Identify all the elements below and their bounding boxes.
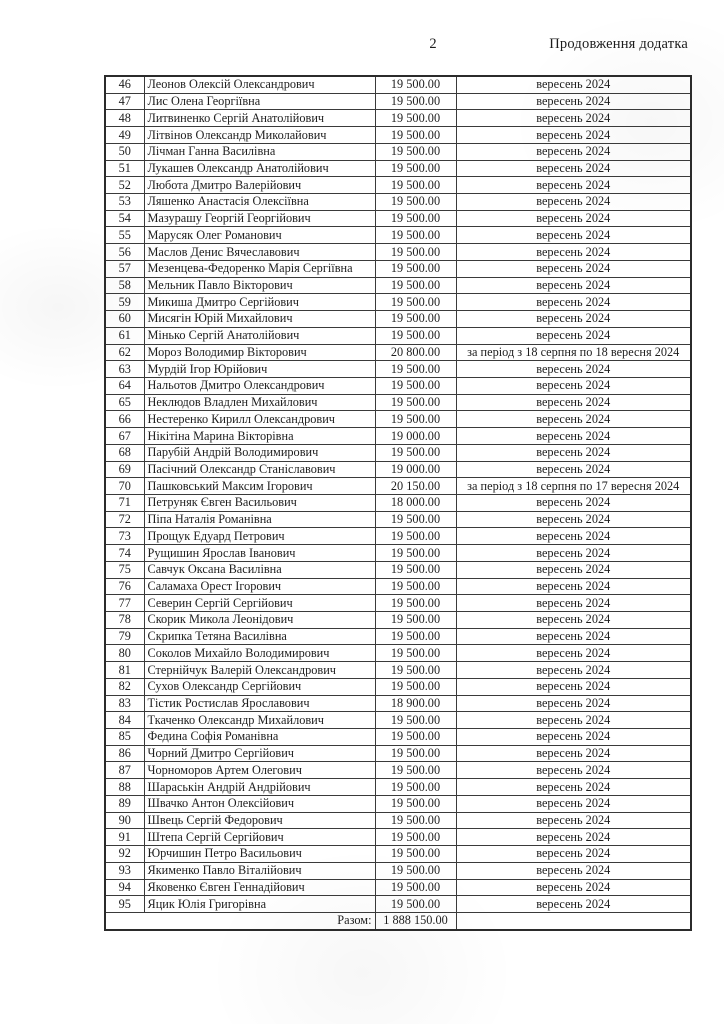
table-row <box>105 829 691 846</box>
person-name: Сухов Олександр Сергійович <box>144 678 375 695</box>
payment-period: вересень 2024 <box>456 327 691 344</box>
payment-amount: 20 800.00 <box>375 344 456 361</box>
table-row <box>105 194 691 211</box>
payment-period: вересень 2024 <box>456 110 691 127</box>
row-number: 60 <box>105 311 144 328</box>
payment-period: вересень 2024 <box>456 561 691 578</box>
payment-period: за період з 18 серпня по 18 вересня 2024 <box>456 344 691 361</box>
row-number: 84 <box>105 712 144 729</box>
row-number: 47 <box>105 93 144 110</box>
row-number: 54 <box>105 210 144 227</box>
row-number: 74 <box>105 545 144 562</box>
row-number: 49 <box>105 127 144 144</box>
table-row <box>105 595 691 612</box>
table-row <box>105 294 691 311</box>
payment-amount: 19 500.00 <box>375 862 456 879</box>
person-name: Ткаченко Олександр Михайлович <box>144 712 375 729</box>
table-row <box>105 444 691 461</box>
payment-period: вересень 2024 <box>456 628 691 645</box>
person-name: Чорний Дмитро Сергійович <box>144 745 375 762</box>
table-row <box>105 177 691 194</box>
person-name: Скорик Микола Леонідович <box>144 612 375 629</box>
payment-period: вересень 2024 <box>456 160 691 177</box>
row-number: 61 <box>105 327 144 344</box>
person-name: Тістик Ростислав Ярославович <box>144 695 375 712</box>
payment-amount: 19 500.00 <box>375 110 456 127</box>
person-name: Парубій Андрій Володимирович <box>144 444 375 461</box>
table-row <box>105 494 691 511</box>
payment-amount: 19 500.00 <box>375 812 456 829</box>
table-row <box>105 578 691 595</box>
payment-period: вересень 2024 <box>456 745 691 762</box>
page-number: 2 <box>429 36 437 52</box>
row-number: 53 <box>105 194 144 211</box>
payment-period: вересень 2024 <box>456 294 691 311</box>
person-name: Петруняк Євген Васильович <box>144 494 375 511</box>
row-number: 59 <box>105 294 144 311</box>
payment-amount: 19 500.00 <box>375 411 456 428</box>
payment-amount: 19 500.00 <box>375 444 456 461</box>
row-number: 70 <box>105 478 144 495</box>
payment-period: вересень 2024 <box>456 227 691 244</box>
payment-period: вересень 2024 <box>456 645 691 662</box>
payment-period: за період з 18 серпня по 17 вересня 2024 <box>456 478 691 495</box>
payment-amount: 19 500.00 <box>375 93 456 110</box>
row-number: 48 <box>105 110 144 127</box>
payment-period: вересень 2024 <box>456 428 691 445</box>
table-row <box>105 862 691 879</box>
payment-amount: 20 150.00 <box>375 478 456 495</box>
payment-period: вересень 2024 <box>456 578 691 595</box>
person-name: Мазурашу Георгій Георгійович <box>144 210 375 227</box>
table-row <box>105 428 691 445</box>
payment-period: вересень 2024 <box>456 311 691 328</box>
payment-period: вересень 2024 <box>456 210 691 227</box>
table-row <box>105 394 691 411</box>
row-number: 93 <box>105 862 144 879</box>
table-row <box>105 311 691 328</box>
payment-amount: 19 500.00 <box>375 377 456 394</box>
person-name: Шараськін Андрій Андрійович <box>144 779 375 796</box>
payment-period: вересень 2024 <box>456 461 691 478</box>
table-row <box>105 76 691 93</box>
payment-period: вересень 2024 <box>456 361 691 378</box>
row-number: 78 <box>105 612 144 629</box>
row-number: 88 <box>105 779 144 796</box>
total-label: Разом: <box>105 912 375 929</box>
table-row <box>105 377 691 394</box>
row-number: 64 <box>105 377 144 394</box>
payment-amount: 19 500.00 <box>375 561 456 578</box>
person-name: Ляшенко Анастасія Олексіївна <box>144 194 375 211</box>
table-row <box>105 712 691 729</box>
table-row <box>105 645 691 662</box>
person-name: Нальотов Дмитро Олександрович <box>144 377 375 394</box>
payment-amount: 19 500.00 <box>375 511 456 528</box>
payment-amount: 19 500.00 <box>375 612 456 629</box>
row-number: 57 <box>105 260 144 277</box>
payment-amount: 18 900.00 <box>375 695 456 712</box>
row-number: 52 <box>105 177 144 194</box>
row-number: 63 <box>105 361 144 378</box>
row-number: 65 <box>105 394 144 411</box>
person-name: Лічман Ганна Василівна <box>144 143 375 160</box>
payments-table <box>104 75 692 931</box>
row-number: 95 <box>105 896 144 913</box>
table-row <box>105 628 691 645</box>
person-name: Лис Олена Георгіївна <box>144 93 375 110</box>
payment-amount: 19 500.00 <box>375 628 456 645</box>
table-row <box>105 662 691 679</box>
row-number: 68 <box>105 444 144 461</box>
payment-amount: 19 500.00 <box>375 712 456 729</box>
table-row <box>105 879 691 896</box>
payment-amount: 19 500.00 <box>375 160 456 177</box>
payment-amount: 19 000.00 <box>375 461 456 478</box>
payment-amount: 19 500.00 <box>375 779 456 796</box>
row-number: 75 <box>105 561 144 578</box>
person-name: Пасічний Олександр Станіславович <box>144 461 375 478</box>
row-number: 87 <box>105 762 144 779</box>
table-row <box>105 896 691 913</box>
person-name: Прощук Едуард Петрович <box>144 528 375 545</box>
table-row <box>105 110 691 127</box>
row-number: 72 <box>105 511 144 528</box>
person-name: Юрчишин Петро Васильович <box>144 846 375 863</box>
row-number: 89 <box>105 795 144 812</box>
payment-amount: 19 500.00 <box>375 528 456 545</box>
table-row <box>105 244 691 261</box>
payment-amount: 19 500.00 <box>375 879 456 896</box>
person-name: Леонов Олексій Олександрович <box>144 76 375 93</box>
payment-amount: 19 500.00 <box>375 277 456 294</box>
total-period-empty <box>456 912 691 929</box>
payment-period: вересень 2024 <box>456 779 691 796</box>
person-name: Саламаха Орест Ігорович <box>144 578 375 595</box>
person-name: Пашковський Максим Ігорович <box>144 478 375 495</box>
payment-amount: 19 500.00 <box>375 177 456 194</box>
payment-period: вересень 2024 <box>456 93 691 110</box>
table-row <box>105 344 691 361</box>
person-name: Швачко Антон Олексійович <box>144 795 375 812</box>
payment-period: вересень 2024 <box>456 762 691 779</box>
table-row <box>105 762 691 779</box>
person-name: Мельник Павло Вікторович <box>144 277 375 294</box>
row-number: 46 <box>105 76 144 93</box>
row-number: 69 <box>105 461 144 478</box>
row-number: 76 <box>105 578 144 595</box>
payment-amount: 19 500.00 <box>375 595 456 612</box>
row-number: 67 <box>105 428 144 445</box>
table-row <box>105 361 691 378</box>
payment-period: вересень 2024 <box>456 612 691 629</box>
payment-period: вересень 2024 <box>456 194 691 211</box>
table-row <box>105 695 691 712</box>
payment-period: вересень 2024 <box>456 377 691 394</box>
person-name: Мороз Володимир Вікторович <box>144 344 375 361</box>
payment-period: вересень 2024 <box>456 729 691 746</box>
table-row <box>105 779 691 796</box>
payment-amount: 19 500.00 <box>375 729 456 746</box>
payment-period: вересень 2024 <box>456 260 691 277</box>
person-name: Неклюдов Владлен Михайлович <box>144 394 375 411</box>
person-name: Лукашев Олександр Анатолійович <box>144 160 375 177</box>
payment-period: вересень 2024 <box>456 411 691 428</box>
payment-period: вересень 2024 <box>456 862 691 879</box>
payment-period: вересень 2024 <box>456 678 691 695</box>
payment-period: вересень 2024 <box>456 394 691 411</box>
payment-period: вересень 2024 <box>456 896 691 913</box>
payment-amount: 19 500.00 <box>375 545 456 562</box>
table-row <box>105 143 691 160</box>
payment-amount: 19 500.00 <box>375 829 456 846</box>
row-number: 66 <box>105 411 144 428</box>
payment-amount: 19 500.00 <box>375 294 456 311</box>
payment-amount: 19 500.00 <box>375 662 456 679</box>
table-row <box>105 561 691 578</box>
payment-amount: 19 500.00 <box>375 194 456 211</box>
payment-amount: 19 500.00 <box>375 327 456 344</box>
page-header <box>104 36 690 56</box>
payment-period: вересень 2024 <box>456 879 691 896</box>
payment-period: вересень 2024 <box>456 812 691 829</box>
table-row <box>105 795 691 812</box>
payment-amount: 18 000.00 <box>375 494 456 511</box>
person-name: Мисягін Юрій Михайлович <box>144 311 375 328</box>
total-amount: 1 888 150.00 <box>375 912 456 929</box>
table-row <box>105 160 691 177</box>
table-row <box>105 812 691 829</box>
payment-amount: 19 500.00 <box>375 678 456 695</box>
payment-amount: 19 500.00 <box>375 645 456 662</box>
payment-period: вересень 2024 <box>456 595 691 612</box>
payment-amount: 19 500.00 <box>375 127 456 144</box>
person-name: Чорноморов Артем Олегович <box>144 762 375 779</box>
person-name: Мезенцева-Федоренко Марія Сергіївна <box>144 260 375 277</box>
person-name: Савчук Оксана Василівна <box>144 561 375 578</box>
table-row <box>105 745 691 762</box>
table-row <box>105 729 691 746</box>
payment-period: вересень 2024 <box>456 444 691 461</box>
person-name: Северин Сергій Сергійович <box>144 595 375 612</box>
payment-amount: 19 500.00 <box>375 227 456 244</box>
row-number: 91 <box>105 829 144 846</box>
payment-amount: 19 500.00 <box>375 846 456 863</box>
row-number: 80 <box>105 645 144 662</box>
payment-period: вересень 2024 <box>456 846 691 863</box>
table-row <box>105 511 691 528</box>
continuation-note: Продовження додатка <box>549 36 688 52</box>
person-name: Нестеренко Кирилл Олександрович <box>144 411 375 428</box>
payment-period: вересень 2024 <box>456 143 691 160</box>
person-name: Яковенко Євген Геннадійович <box>144 879 375 896</box>
table-row <box>105 612 691 629</box>
table-row <box>105 478 691 495</box>
payment-period: вересень 2024 <box>456 829 691 846</box>
person-name: Піпа Наталія Романівна <box>144 511 375 528</box>
payment-period: вересень 2024 <box>456 277 691 294</box>
payment-period: вересень 2024 <box>456 244 691 261</box>
table-row <box>105 227 691 244</box>
payment-period: вересень 2024 <box>456 76 691 93</box>
payment-amount: 19 000.00 <box>375 428 456 445</box>
person-name: Яцик Юлія Григорівна <box>144 896 375 913</box>
payment-period: вересень 2024 <box>456 494 691 511</box>
payment-amount: 19 500.00 <box>375 361 456 378</box>
payment-amount: 19 500.00 <box>375 260 456 277</box>
row-number: 58 <box>105 277 144 294</box>
payment-amount: 19 500.00 <box>375 762 456 779</box>
row-number: 77 <box>105 595 144 612</box>
person-name: Рущишин Ярослав Іванович <box>144 545 375 562</box>
payment-period: вересень 2024 <box>456 662 691 679</box>
payment-amount: 19 500.00 <box>375 896 456 913</box>
payment-period: вересень 2024 <box>456 127 691 144</box>
table-row <box>105 127 691 144</box>
person-name: Федина Софія Романівна <box>144 729 375 746</box>
person-name: Маслов Денис Вячеславович <box>144 244 375 261</box>
row-number: 81 <box>105 662 144 679</box>
payment-period: вересень 2024 <box>456 511 691 528</box>
total-row <box>105 912 691 929</box>
row-number: 62 <box>105 344 144 361</box>
table-row <box>105 411 691 428</box>
row-number: 86 <box>105 745 144 762</box>
table-row <box>105 277 691 294</box>
payment-amount: 19 500.00 <box>375 745 456 762</box>
payments-table-body <box>105 76 691 912</box>
row-number: 79 <box>105 628 144 645</box>
table-row <box>105 678 691 695</box>
payment-amount: 19 500.00 <box>375 143 456 160</box>
person-name: Швець Сергій Федорович <box>144 812 375 829</box>
person-name: Любота Дмитро Валерійович <box>144 177 375 194</box>
payment-amount: 19 500.00 <box>375 394 456 411</box>
person-name: Марусяк Олег Романович <box>144 227 375 244</box>
person-name: Стернійчук Валерій Олександрович <box>144 662 375 679</box>
payment-period: вересень 2024 <box>456 795 691 812</box>
table-row <box>105 528 691 545</box>
payment-amount: 19 500.00 <box>375 311 456 328</box>
table-row <box>105 545 691 562</box>
table-row <box>105 327 691 344</box>
person-name: Соколов Михайло Володимирович <box>144 645 375 662</box>
row-number: 94 <box>105 879 144 896</box>
payment-period: вересень 2024 <box>456 528 691 545</box>
row-number: 56 <box>105 244 144 261</box>
payment-amount: 19 500.00 <box>375 76 456 93</box>
row-number: 71 <box>105 494 144 511</box>
payment-amount: 19 500.00 <box>375 244 456 261</box>
payment-amount: 19 500.00 <box>375 795 456 812</box>
person-name: Якименко Павло Віталійович <box>144 862 375 879</box>
payment-amount: 19 500.00 <box>375 210 456 227</box>
person-name: Штепа Сергій Сергійович <box>144 829 375 846</box>
row-number: 51 <box>105 160 144 177</box>
payment-amount: 19 500.00 <box>375 578 456 595</box>
table-row <box>105 260 691 277</box>
person-name: Нікітіна Марина Вікторівна <box>144 428 375 445</box>
table-row <box>105 210 691 227</box>
payment-period: вересень 2024 <box>456 695 691 712</box>
person-name: Микиша Дмитро Сергійович <box>144 294 375 311</box>
person-name: Скрипка Тетяна Василівна <box>144 628 375 645</box>
row-number: 55 <box>105 227 144 244</box>
row-number: 83 <box>105 695 144 712</box>
person-name: Литвиненко Сергій Анатолійович <box>144 110 375 127</box>
row-number: 90 <box>105 812 144 829</box>
person-name: Мінько Сергій Анатолійович <box>144 327 375 344</box>
person-name: Мурдій Ігор Юрійович <box>144 361 375 378</box>
row-number: 92 <box>105 846 144 863</box>
payment-period: вересень 2024 <box>456 712 691 729</box>
table-row <box>105 93 691 110</box>
row-number: 82 <box>105 678 144 695</box>
payment-period: вересень 2024 <box>456 545 691 562</box>
table-row <box>105 461 691 478</box>
payment-period: вересень 2024 <box>456 177 691 194</box>
row-number: 50 <box>105 143 144 160</box>
person-name: Літвінов Олександр Миколайович <box>144 127 375 144</box>
row-number: 73 <box>105 528 144 545</box>
row-number: 85 <box>105 729 144 746</box>
table-row <box>105 846 691 863</box>
